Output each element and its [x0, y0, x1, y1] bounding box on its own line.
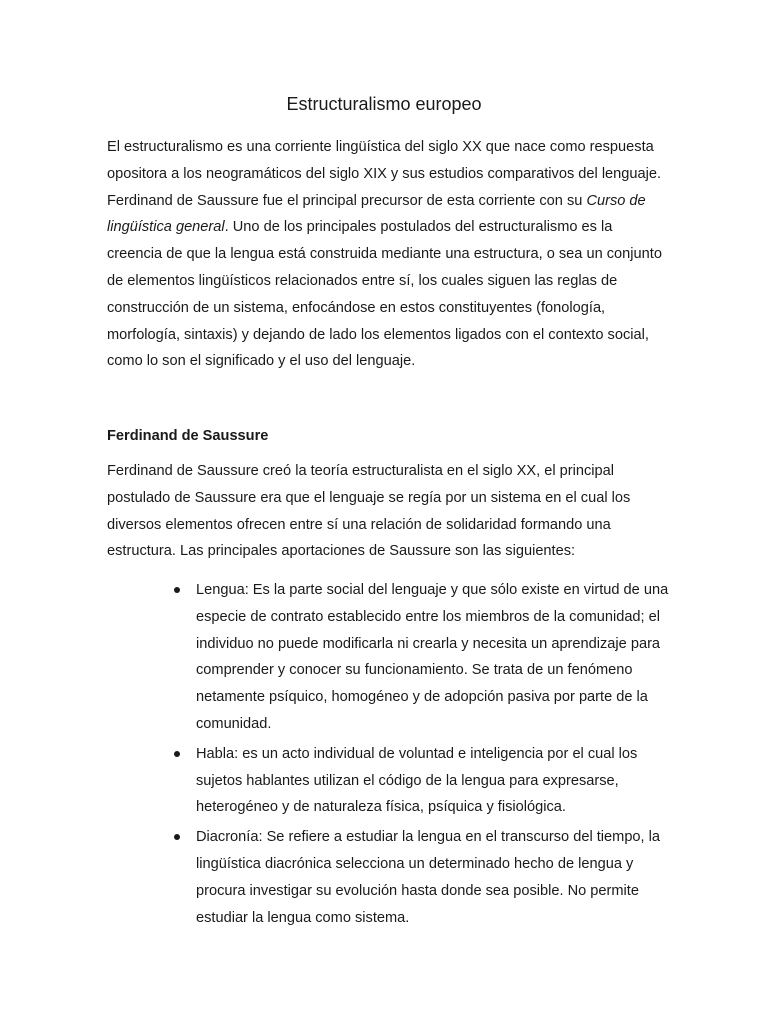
list-item	[196, 577, 671, 738]
list-item-text: Habla: es un acto individual de voluntad e inteligencia por el cual los sujetos hablantes utilizan el código de la lengua para expresarse, heterogéneo y de naturaleza física, psíquica y fisiológica.	[196, 745, 638, 816]
contributions-list	[196, 577, 671, 934]
intro-text-end: . Uno de los principales postulados del estructuralismo es la creencia de que la lengua está construida mediante una estructura, o sea un conjunto de elementos lingüísticos relacionados entre sí, los cuales siguen las reglas de construcción de un sistema, enfocándose en estos constituyentes (fonología, morfología, sintaxis) y dejando de lado los elementos ligados con el contexto social, como lo son el significado y el uso del lenguaje.	[107, 219, 662, 370]
list-item-text: Lengua: Es la parte social del lenguaje y que sólo existe en virtud de una especie de contrato establecido entre los miembros de la comunidad; el individuo no puede modificarla ni crearla y necesita un aprendizaje para comprender y conocer su funcionamiento. Se trata de un fenómeno netamente psíquico, homogéneo y de adopción pasiva por parte de la comunidad.	[196, 582, 669, 732]
intro-text-start: El estructuralismo es una corriente lingüística del siglo XX que nace como respuesta opositora a los neogramáticos del siglo XIX y sus estudios comparativos del lenguaje. Ferdinand de Saussure fue el principal precursor de esta corriente con su	[107, 139, 662, 209]
section-paragraph: Ferdinand de Saussure creó la teoría estructuralista en el siglo XX, el principal postulado de Saussure era que el lenguaje se regía por un sistema en el cual los diversos elementos ofrecen entre sí una relación de solidaridad formando una estructura. Las principales aportaciones de Saussure son las siguientes:	[107, 463, 631, 560]
document-title: Estructuralismo europeo	[286, 94, 482, 114]
bullet-icon	[174, 751, 180, 757]
list-item	[196, 824, 671, 931]
section-heading: Ferdinand de Saussure	[107, 428, 269, 444]
bullet-icon	[174, 587, 180, 593]
intro-paragraph	[107, 134, 667, 375]
list-item	[196, 741, 671, 821]
book-title-italic: Curso de lingüística general	[107, 192, 646, 236]
list-item-text: Diacronía: Se refiere a estudiar la lengua en el transcurso del tiempo, la lingüística diacrónica selecciona un determinado hecho de lengua y procura investigar su evolución hasta donde sea posible. No permite estudiar la lengua como sistema.	[196, 829, 661, 926]
bullet-icon	[174, 834, 180, 840]
